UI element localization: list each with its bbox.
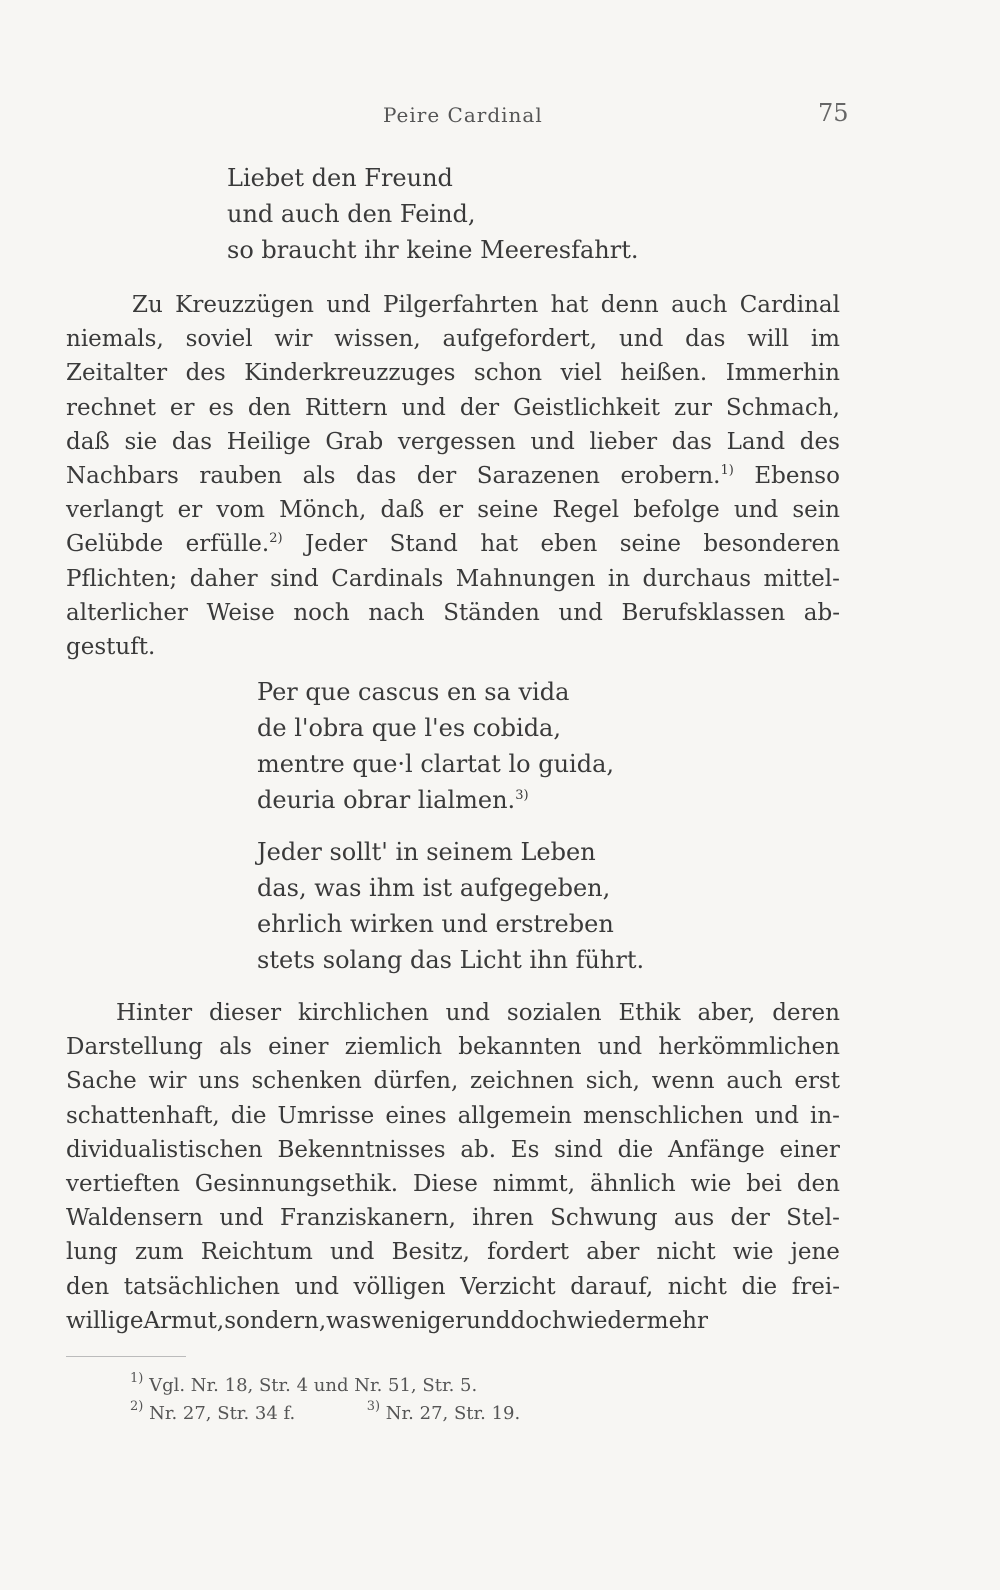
word: Jeder (305, 531, 368, 558)
verse-line: Jeder sollt' in seinem Leben (257, 838, 596, 866)
word: Hinter (116, 1000, 193, 1026)
word: Mönch, (279, 497, 367, 524)
verse-line: ehrlich wirken und erstreben (257, 910, 614, 938)
word: Stel- (786, 1205, 840, 1232)
word: sie (124, 428, 158, 455)
footnote-mark: 3) (366, 1399, 381, 1414)
word: Stand (389, 531, 458, 558)
word: Pflichten; (66, 565, 178, 592)
word: was (326, 1307, 372, 1334)
text-line (66, 356, 840, 390)
word: schattenhaft, (66, 1102, 220, 1129)
verse-german-2 (257, 834, 644, 978)
word: das (671, 428, 712, 455)
verse-line: Liebet den Freund (227, 164, 453, 192)
word: gestuft. (66, 634, 156, 661)
word: Rittern (304, 394, 388, 421)
word: einer (779, 1136, 840, 1163)
word: besonderen (703, 531, 840, 558)
word: aus (673, 1205, 715, 1232)
word: er (177, 497, 203, 524)
verse-line: das, was ihm ist aufgegeben, (257, 874, 611, 902)
word: Bekenntnisses (277, 1136, 446, 1163)
word: aber (586, 1239, 640, 1266)
text-line (66, 527, 840, 561)
text-line (66, 996, 840, 1030)
text-line (66, 1133, 840, 1167)
word: wenn (651, 1068, 715, 1095)
word: frei- (791, 1273, 840, 1300)
word: Land (726, 428, 786, 455)
word: Es (510, 1136, 540, 1163)
word: Berufsklassen (621, 599, 786, 626)
word: daher (189, 565, 258, 592)
footnote-text: Nr. 27, Str. 19. (385, 1403, 521, 1424)
verse-occitan (257, 674, 614, 818)
word: sich, (585, 1068, 640, 1095)
word: die (617, 1136, 654, 1163)
word: der (730, 1205, 770, 1232)
word: Umrisse (277, 1102, 375, 1129)
footnote-mark: 2) (130, 1399, 144, 1414)
word: dividualistischen (66, 1136, 263, 1163)
word: sozialen (506, 1000, 602, 1026)
word: erfülle. (185, 531, 270, 558)
text-line (66, 391, 840, 425)
word: und (733, 497, 779, 524)
word: Weise (206, 599, 275, 626)
word: Heilige (226, 428, 311, 455)
word: seine (619, 531, 681, 558)
word: Waldensern (66, 1205, 204, 1232)
word: ihren (472, 1205, 534, 1232)
word: des (799, 428, 840, 455)
word: als (219, 1034, 252, 1061)
word: schenken (251, 1068, 362, 1095)
word: hat (550, 292, 589, 318)
footnotes (130, 1372, 520, 1428)
word: das (356, 463, 397, 490)
word: heißen. (620, 360, 708, 387)
text-line (66, 1167, 840, 1201)
word: sondern, (224, 1307, 327, 1334)
footnote-1 (130, 1372, 520, 1400)
word: Zu (132, 292, 163, 318)
footnote-text: Vgl. Nr. 18, Str. 4 und Nr. 51, Str. 5. (149, 1375, 478, 1396)
word: viel (560, 360, 602, 387)
word: er (169, 394, 195, 421)
word: Ebenso (754, 463, 840, 490)
word: und (329, 1239, 375, 1266)
word: den (247, 394, 292, 421)
text-line (66, 425, 840, 459)
word: Diese (413, 1171, 478, 1198)
word: Pilgerfahrten (383, 292, 539, 318)
word: den (796, 1171, 840, 1198)
word: denn (600, 292, 659, 318)
word: Immerhin (725, 360, 840, 387)
word: Regel (552, 497, 620, 524)
word: Mahnungen (455, 565, 596, 592)
word: fordert (487, 1239, 570, 1266)
word: die (230, 1102, 267, 1129)
word: daß (380, 497, 425, 524)
text-line (66, 459, 840, 493)
word: zur (674, 394, 712, 421)
word: weniger (371, 1307, 467, 1334)
verse-line: und auch den Feind, (227, 200, 476, 228)
word: auch (726, 1068, 783, 1095)
paragraph-crusades (66, 288, 840, 664)
word: vertieften (66, 1171, 180, 1198)
word: eines (385, 1102, 447, 1129)
word: Cardinal (739, 292, 840, 318)
word: Gelübde (66, 531, 164, 558)
word: soviel (185, 326, 253, 353)
word: schon (473, 360, 543, 387)
word: mittel- (763, 565, 840, 592)
word: daß (66, 428, 110, 455)
word: mehr (646, 1307, 708, 1334)
word: uns (198, 1068, 240, 1095)
verse-line: Per que cascus en sa vida (257, 678, 570, 706)
word: noch (293, 599, 350, 626)
word: und (754, 1102, 799, 1129)
word: der (416, 463, 457, 490)
word: ab. (460, 1136, 497, 1163)
verse-line: stets solang das Licht ihn führt. (257, 946, 645, 974)
word: wir (274, 326, 313, 353)
word: einer (268, 1034, 329, 1061)
footnote-rule (66, 1356, 186, 1357)
word: Nachbars (66, 463, 179, 490)
footnote-ref: 3) (515, 788, 529, 803)
verse-line-text: deuria obrar lialmen. (257, 786, 516, 814)
word-with-ref (621, 459, 734, 493)
word: vom (216, 497, 265, 524)
verse-line (257, 782, 614, 818)
word: will (747, 326, 789, 353)
word: Schmach, (725, 394, 840, 421)
word: im (810, 326, 840, 353)
word: und (219, 1205, 264, 1232)
word: nimmt, (492, 1171, 576, 1198)
word: Cardinals (331, 565, 444, 592)
text-line (66, 1099, 840, 1133)
word: und (558, 599, 603, 626)
verse-line: mentre que·l clartat lo guida, (257, 750, 614, 778)
word: darauf, (570, 1273, 654, 1300)
paragraph-ethics (66, 996, 840, 1338)
word: und (294, 1273, 339, 1300)
text-line (66, 596, 840, 630)
word: aufgefordert, (442, 326, 598, 353)
word: nicht (667, 1273, 727, 1300)
word: lung (66, 1239, 118, 1266)
word: erst (794, 1068, 840, 1095)
text-line (66, 493, 840, 527)
word: alterlicher (66, 599, 188, 626)
footnote-ref: 1) (720, 463, 734, 479)
word: bei (746, 1171, 782, 1198)
running-head (0, 99, 1000, 133)
word: sein (792, 497, 840, 524)
text-line (66, 1030, 840, 1064)
word: zeichnen (470, 1068, 575, 1095)
text-line (66, 1064, 840, 1098)
word: niemals, (66, 326, 164, 353)
footnote-text: Nr. 27, Str. 34 f. (149, 1403, 296, 1424)
word: Verzicht (460, 1273, 556, 1300)
word: Armut, (143, 1307, 225, 1334)
word: dieser (208, 1000, 282, 1026)
word: Kreuzzügen (175, 292, 314, 318)
footnote-ref: 2) (269, 531, 283, 547)
word-with-ref (186, 527, 283, 561)
verse-german-1 (227, 160, 638, 268)
word: jene (790, 1239, 840, 1266)
word: Darstellung (66, 1034, 203, 1061)
running-title: Peire Cardinal (383, 103, 543, 127)
word: ähnlich (590, 1171, 676, 1198)
word: menschlichen (582, 1102, 744, 1129)
word: in- (810, 1102, 840, 1129)
word: befolge (633, 497, 720, 524)
text-line (66, 562, 840, 596)
word: bekannten (458, 1034, 582, 1061)
word: Zeitalter (66, 360, 168, 387)
word: rechnet (66, 394, 156, 421)
word: und (401, 394, 446, 421)
word: Geistlichkeit (513, 394, 661, 421)
word: und (445, 1000, 491, 1026)
word: wissen, (334, 326, 421, 353)
word: lieber (589, 428, 658, 455)
word: ziemlich (344, 1034, 443, 1061)
word: Grab (325, 428, 384, 455)
word: wieder (566, 1307, 647, 1334)
text-line (66, 1235, 840, 1269)
word: wie (732, 1239, 774, 1266)
word: Schwung (550, 1205, 658, 1232)
word: völligen (353, 1273, 446, 1300)
word: dürfen, (373, 1068, 459, 1095)
text-line (66, 630, 840, 664)
word: zum (134, 1239, 184, 1266)
page-number: 75 (818, 99, 849, 127)
verse-line: so braucht ihr keine Meeresfahrt. (227, 236, 639, 264)
word: den (66, 1273, 110, 1300)
footnote-mark: 1) (130, 1371, 144, 1386)
word: Sache (66, 1068, 137, 1095)
word: rauben (199, 463, 283, 490)
text-line (66, 1304, 840, 1338)
word: er (438, 497, 464, 524)
word: aber, (697, 1000, 756, 1026)
word: das (171, 428, 213, 455)
word: Gesinnungsethik. (194, 1171, 399, 1198)
word: tatsächlichen (123, 1273, 280, 1300)
word: die (741, 1273, 778, 1300)
word: ab- (803, 599, 840, 626)
word: seine (477, 497, 539, 524)
word: vergessen (397, 428, 516, 455)
word: des (185, 360, 226, 387)
text-line (66, 1201, 840, 1235)
word: willige (66, 1307, 144, 1334)
word: Anfänge (668, 1136, 765, 1163)
word: sind (270, 565, 319, 592)
word: kirchlichen (297, 1000, 429, 1026)
word: und (326, 292, 371, 318)
text-line (66, 1270, 840, 1304)
word: nicht (656, 1239, 716, 1266)
word: es (208, 394, 234, 421)
word: durchaus (642, 565, 752, 592)
word: und (530, 428, 575, 455)
word: herkömmlichen (658, 1034, 840, 1061)
word: und (466, 1307, 511, 1334)
word: Sarazenen (476, 463, 600, 490)
word: nach (368, 599, 425, 626)
word: doch (510, 1307, 567, 1334)
word: erobern. (620, 463, 721, 490)
word: verlangt (66, 497, 164, 524)
footnote-2-3 (130, 1400, 520, 1428)
word: Ethik (618, 1000, 681, 1026)
word: eben (540, 531, 598, 558)
word: Franziskanern, (280, 1205, 456, 1232)
word: Ständen (443, 599, 540, 626)
word: wie (690, 1171, 732, 1198)
word: der (459, 394, 500, 421)
word: sind (554, 1136, 603, 1163)
word: und (597, 1034, 643, 1061)
word: Kinderkreuzzuges (244, 360, 456, 387)
word: wir (148, 1068, 187, 1095)
word: das (685, 326, 726, 353)
word: auch (671, 292, 728, 318)
text-line (66, 322, 840, 356)
word: in (607, 565, 631, 592)
word: allgemein (457, 1102, 572, 1129)
word: hat (480, 531, 519, 558)
word: und (618, 326, 664, 353)
verse-line: de l'obra que l'es cobida, (257, 714, 561, 742)
text-line (66, 288, 840, 322)
word: Reichtum (200, 1239, 313, 1266)
word: deren (772, 1000, 840, 1026)
word: als (302, 463, 336, 490)
word: Besitz, (391, 1239, 470, 1266)
